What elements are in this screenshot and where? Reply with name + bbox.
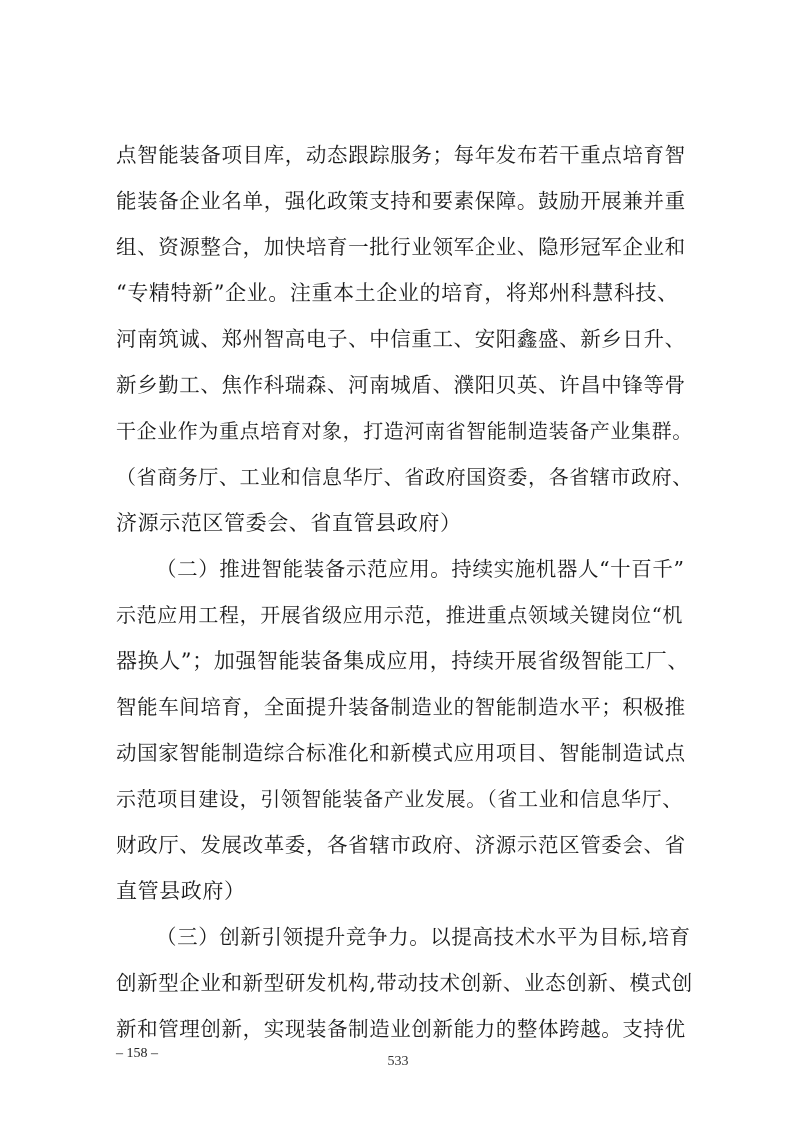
- text-line-17: 直管县政府）: [116, 879, 246, 903]
- text-line-14: 动国家智能制造综合标准化和新模式应用项目、智能制造试点: [116, 741, 686, 765]
- text-line-15: 示范项目建设，引领智能装备产业发展。（省工业和信息华厅、: [116, 787, 683, 811]
- text-line-5: 河南筑诚、郑州智高电子、中信重工、安阳鑫盛、新乡日升、: [116, 327, 686, 351]
- text-line-6: 新乡勤工、焦作科瑞森、河南城盾、濮阳贝英、许昌中锋等骨: [116, 373, 686, 397]
- text-line-7: 干企业作为重点培育对象，打造河南省智能制造装备产业集群。: [116, 419, 693, 443]
- text-line-20: 新和管理创新，实现装备制造业创新能力的整体跨越。支持优: [116, 1017, 686, 1041]
- section-three-heading-line: （三）创新引领提升竞争力。以提高技术水平为目标,培育: [156, 925, 691, 949]
- page-number-center: 533: [387, 1054, 409, 1069]
- text-line-8: （省商务厅、工业和信息华厅、省政府国资委，各省辖市政府、: [116, 465, 693, 489]
- text-line-11: 示范应用工程，开展省级应用示范，推进重点领域关键岗位“机: [116, 603, 684, 627]
- text-line-12: 器换人”；加强智能装备集成应用，持续开展省级智能工厂、: [116, 649, 689, 673]
- text-line-13: 智能车间培育，全面提升装备制造业的智能制造水平；积极推: [116, 695, 686, 719]
- text-line-19: 创新型企业和新型研发机构,带动技术创新、业态创新、模式创: [116, 971, 693, 995]
- text-line-1: 点智能装备项目库，动态跟踪服务；每年发布若干重点培育智: [116, 143, 686, 167]
- section-two-heading-line: （二）推进智能装备示范应用。持续实施机器人“十百千”: [156, 557, 685, 581]
- text-line-2: 能装备企业名单，强化政策支持和要素保障。鼓励开展兼并重: [116, 189, 686, 213]
- text-line-3: 组、资源整合，加快培育一批行业领军企业、隐形冠军企业和: [116, 235, 686, 259]
- text-line-16: 财政厅、发展改革委，各省辖市政府、济源示范区管委会、省: [116, 833, 686, 857]
- text-line-9: 济源示范区管委会、省直管县政府）: [116, 511, 462, 535]
- text-line-4: “专精特新”企业。注重本土企业的培育，将郑州科慧科技、: [116, 281, 679, 305]
- page-number-left: – 158 –: [116, 1046, 158, 1061]
